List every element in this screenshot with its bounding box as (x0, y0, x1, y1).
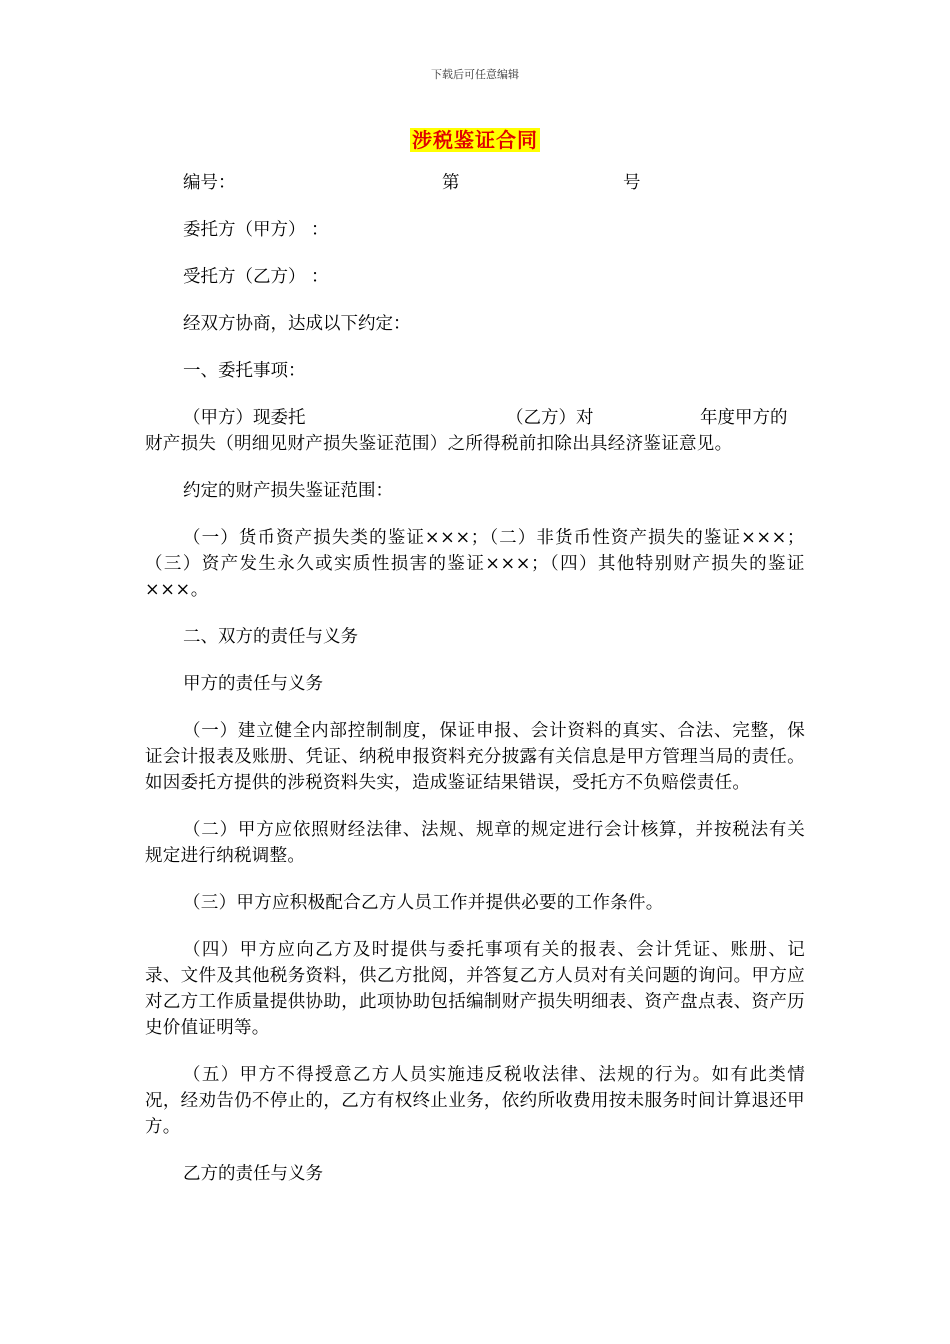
scope-heading: 约定的财产损失鉴证范围： (183, 481, 393, 501)
party-a-heading: 甲方的责任与义务 (183, 674, 323, 694)
section-1-heading-line (145, 358, 805, 384)
s1-p1-b: （乙方）对 (506, 408, 594, 428)
document-title-wrap (0, 124, 950, 153)
section-2-heading-line (145, 624, 805, 650)
number-line (145, 170, 805, 196)
scope-text: （一）货币资产损失类的鉴证×××；（二）非货币性资产损失的鉴证×××；（三）资产发生永久或实质性损害的鉴证×××；（四）其他特别财产损失的鉴证×××。 (145, 528, 805, 600)
intro-text: 经双方协商，达成以下约定： (183, 314, 411, 334)
party-b-heading-line (145, 1161, 805, 1187)
number-hao: 号 (623, 173, 641, 193)
document-body (145, 170, 805, 1208)
client-label: 委托方（甲方） ： (183, 220, 329, 240)
s1-p1-a: （甲方）现委托 (183, 408, 306, 428)
intro-line (145, 311, 805, 337)
party-b-heading: 乙方的责任与义务 (183, 1164, 323, 1184)
number-di: 第 (442, 173, 460, 193)
document-title: 涉税鉴证合同 (412, 128, 538, 152)
party-a-heading-line (145, 671, 805, 697)
party-a-item-5: （五）甲方不得授意乙方人员实施违反税收法律、法规的行为。如有此类情况，经劝告仍不停止的，乙方有权终止业务，依约所收费用按未服务时间计算退还甲方。 (145, 1065, 805, 1137)
s1-p1-rest: 财产损失（明细见财产损失鉴证范围）之所得税前扣除出具经济鉴证意见。 (145, 434, 733, 454)
section-1-paragraph-first-line (145, 405, 805, 431)
agent-line (145, 264, 805, 290)
agent-label: 受托方（乙方） ： (183, 267, 329, 287)
number-label: 编号： (183, 173, 236, 193)
s1-p1-c: 年度甲方的 (700, 408, 788, 428)
party-a-item-3: （三）甲方应积极配合乙方人员工作并提供必要的工作条件。 (183, 893, 664, 913)
section-1-heading: 一、委托事项： (183, 361, 306, 381)
scope-heading-line (145, 478, 805, 504)
client-line (145, 217, 805, 243)
party-a-item-2: （二）甲方应依照财经法律、法规、规章的规定进行会计核算，并按税法有关规定进行纳税调整。 (145, 820, 805, 866)
party-a-item-1: （一）建立健全内部控制制度，保证申报、会计资料的真实、合法、完整，保证会计报表及账册、凭证、纳税申报资料充分披露有关信息是甲方管理当局的责任。如因委托方提供的涉税资料失实，造成鉴证结果错误，受托方不负赔偿责任。 (145, 721, 805, 793)
page-header: 下载后可任意编辑 (431, 68, 519, 81)
section-2-heading: 二、双方的责任与义务 (183, 627, 358, 647)
party-a-item-4: （四）甲方应向乙方及时提供与委托事项有关的报表、会计凭证、账册、记录、文件及其他税务资料，供乙方批阅，并答复乙方人员对有关问题的询问。甲方应对乙方工作质量提供协助，此项协助包括编制财产损失明细表、资产盘点表、资产历史价值证明等。 (145, 940, 805, 1038)
section-1-paragraph (145, 405, 805, 457)
